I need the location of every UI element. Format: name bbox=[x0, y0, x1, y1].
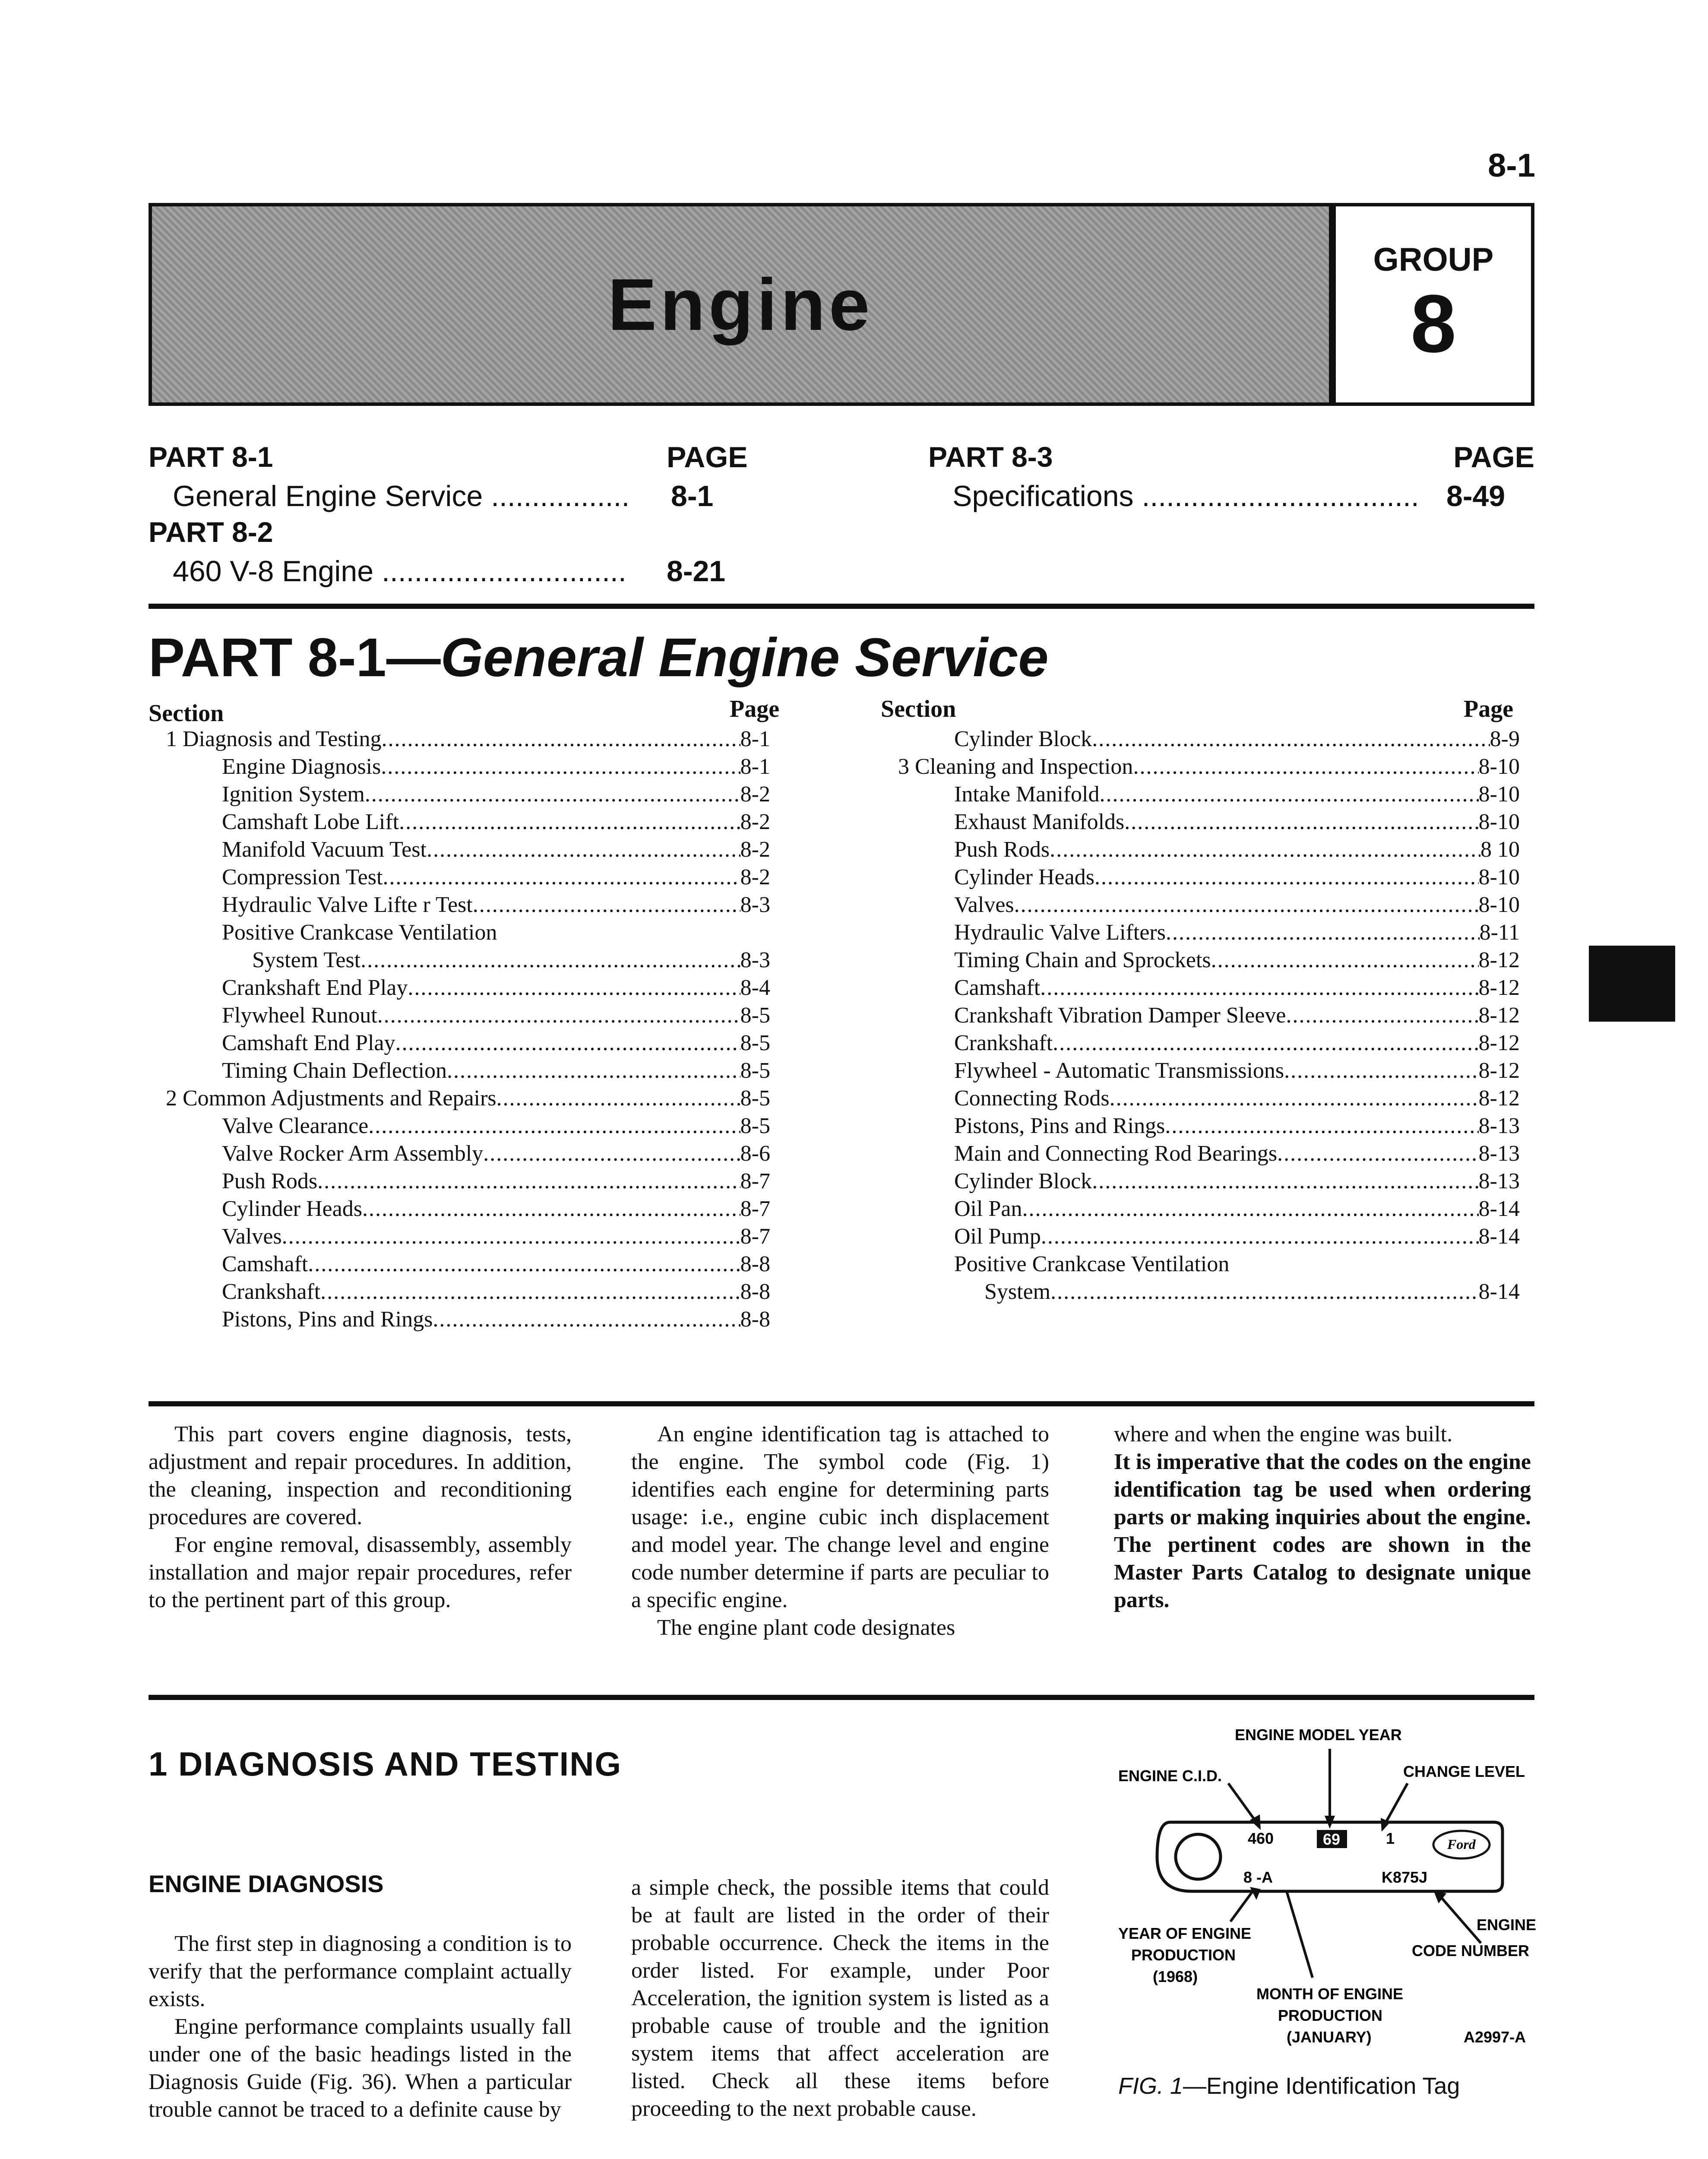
index-leader-dots bbox=[1099, 781, 1478, 808]
index-entry-title: Cylinder Heads bbox=[954, 865, 1094, 890]
index-entry[interactable] bbox=[954, 919, 1520, 947]
index-entry-page: 8-10 bbox=[1478, 782, 1520, 807]
index-entry[interactable] bbox=[954, 808, 1520, 836]
index-entry-title: Cylinder Heads bbox=[222, 1197, 362, 1221]
index-entry-title: System bbox=[984, 1279, 1051, 1304]
index-leader-dots bbox=[383, 864, 740, 891]
toc-entry-general-engine-service[interactable]: General Engine Service ................. bbox=[173, 480, 630, 513]
subsection-heading: ENGINE DIAGNOSIS bbox=[149, 1870, 384, 1897]
index-entry[interactable] bbox=[222, 1250, 770, 1278]
index-leader-dots bbox=[362, 1195, 740, 1223]
index-entry[interactable] bbox=[954, 947, 1520, 974]
index-entry[interactable] bbox=[954, 1250, 1520, 1278]
index-entry-title: Oil Pan bbox=[954, 1197, 1022, 1221]
ford-logo-text: Ford bbox=[1447, 1836, 1476, 1852]
index-leader-dots bbox=[308, 1250, 740, 1278]
index-entry-title: Hydraulic Valve Lifters bbox=[954, 920, 1166, 945]
section1-column-2: a simple check, the possible items that could be at fault are listed in the order of their probable occurrence. Check the items in the order listed. For example, under Poor Acceleration, the ignition system is listed as a probable cause of trouble and the ignition system items that affect acceleration are listed. Check all these items before proceeding to the next probable cause. bbox=[631, 1875, 1049, 2121]
group-number: 8 bbox=[1411, 278, 1456, 370]
index-entry-title: Timing Chain and Sprockets bbox=[954, 948, 1211, 972]
label-engine-model-year: ENGINE MODEL YEAR bbox=[1235, 1726, 1402, 1744]
index-entry-title: Push Rods bbox=[222, 1169, 318, 1193]
index-entry-page: 8-5 bbox=[740, 1058, 770, 1083]
index-leader-dots bbox=[1041, 1223, 1479, 1250]
index-entry[interactable] bbox=[222, 1057, 770, 1085]
index-leader-dots bbox=[395, 1029, 740, 1057]
arrow-year-prod bbox=[1230, 1889, 1254, 1922]
index-leader-dots bbox=[365, 781, 740, 808]
index-entry-page: 8-4 bbox=[740, 975, 770, 1000]
index-leader-dots bbox=[381, 753, 740, 781]
index-entry-title: Crankshaft bbox=[954, 1031, 1053, 1055]
index-entry-page: 8-3 bbox=[740, 893, 770, 917]
index-entry-title: Intake Manifold bbox=[954, 782, 1100, 807]
index-entry-page: 8-13 bbox=[1478, 1169, 1520, 1193]
index-entry-title: Hydraulic Valve Lifte r Test bbox=[222, 893, 473, 917]
divider bbox=[149, 1401, 1534, 1406]
index-entry-title: Engine Diagnosis bbox=[222, 754, 381, 779]
index-entry-page: 8-12 bbox=[1478, 975, 1520, 1000]
index-leader-dots bbox=[1053, 1029, 1479, 1057]
index-entry-title: Flywheel Runout bbox=[222, 1003, 377, 1028]
index-leader-dots bbox=[1050, 836, 1480, 864]
index-leader-dots bbox=[1166, 919, 1480, 947]
label-engine-cid: ENGINE C.I.D. bbox=[1118, 1767, 1222, 1785]
index-leader-dots bbox=[381, 725, 740, 753]
label-change-level: CHANGE LEVEL bbox=[1403, 1763, 1525, 1780]
index-leader-dots bbox=[1277, 1140, 1479, 1168]
figure-caption: FIG. 1—Engine Identification Tag bbox=[1118, 2073, 1460, 2099]
group-label: GROUP bbox=[1373, 241, 1494, 278]
index-entry[interactable] bbox=[954, 836, 1520, 864]
index-leader-dots bbox=[1165, 1112, 1478, 1140]
index-entry-title: Main and Connecting Rod Bearings bbox=[954, 1141, 1278, 1166]
index-entry[interactable] bbox=[222, 808, 770, 836]
index-leader-dots bbox=[1284, 1057, 1479, 1085]
group-box bbox=[1332, 203, 1534, 406]
toc-page-head-right: PAGE bbox=[1453, 441, 1534, 474]
label-month-prod-2: PRODUCTION bbox=[1278, 2007, 1382, 2024]
label-year-prod-3: (1968) bbox=[1153, 1968, 1198, 1985]
index-entry[interactable] bbox=[984, 1278, 1520, 1306]
index-entry-page: 8-10 bbox=[1478, 865, 1520, 890]
index-leader-dots bbox=[1124, 808, 1478, 836]
index-entry[interactable] bbox=[222, 864, 770, 891]
index-entry[interactable] bbox=[954, 1057, 1520, 1085]
index-entry-page: 8-9 bbox=[1490, 727, 1520, 751]
index-leader-dots bbox=[320, 1278, 740, 1306]
index-entry[interactable] bbox=[222, 1002, 770, 1029]
index-entry-title: Connecting Rods bbox=[954, 1086, 1110, 1111]
index-entry[interactable] bbox=[954, 864, 1520, 891]
index-entry-title: Valves bbox=[222, 1224, 282, 1249]
index-entry-title: Camshaft Lobe Lift bbox=[222, 810, 399, 834]
index-entry-title: Valve Clearance bbox=[222, 1114, 369, 1138]
index-entry-page: 8-2 bbox=[740, 837, 770, 862]
index-leader-dots bbox=[447, 1057, 740, 1085]
toc-page-8-1: 8-1 bbox=[671, 480, 714, 513]
index-entry-page: 8-10 bbox=[1478, 893, 1520, 917]
index-entry[interactable] bbox=[222, 836, 770, 864]
index-entry-title: Oil Pump bbox=[954, 1224, 1041, 1249]
label-month-prod-3: (JANUARY) bbox=[1287, 2028, 1372, 2046]
index-entry-page: 8-7 bbox=[740, 1224, 770, 1249]
index-section-head-left: Section bbox=[149, 700, 224, 727]
index-entry-title: Positive Crankcase Ventilation bbox=[954, 1252, 1230, 1276]
index-leader-dots bbox=[282, 1223, 740, 1250]
index-entry[interactable] bbox=[954, 891, 1520, 919]
index-entry[interactable] bbox=[222, 1278, 770, 1306]
index-entry-page: 8-12 bbox=[1478, 1086, 1520, 1111]
index-entry-page: 8-11 bbox=[1479, 920, 1520, 945]
index-entry-page: 8-8 bbox=[740, 1252, 770, 1276]
tag-cid: 460 bbox=[1248, 1830, 1274, 1847]
index-entry-page: 8-7 bbox=[740, 1197, 770, 1221]
arrow-engine-code bbox=[1438, 1893, 1481, 1943]
index-page-head-right: Page bbox=[1464, 696, 1514, 722]
index-entry[interactable] bbox=[954, 1002, 1520, 1029]
index-entry-title: Crankshaft End Play bbox=[222, 975, 408, 1000]
index-leader-dots bbox=[497, 1085, 740, 1112]
index-entry[interactable] bbox=[166, 1085, 770, 1112]
index-entry[interactable] bbox=[222, 1029, 770, 1057]
label-month-prod-1: MONTH OF ENGINE bbox=[1256, 1985, 1403, 2003]
label-year-prod-1: YEAR OF ENGINE bbox=[1118, 1925, 1252, 1942]
index-entry[interactable] bbox=[222, 919, 770, 947]
arrow-month-prod bbox=[1287, 1891, 1313, 1978]
divider bbox=[149, 604, 1534, 609]
index-entry[interactable] bbox=[954, 1029, 1520, 1057]
banner-title: Engine bbox=[607, 264, 873, 346]
toc-page-head: PAGE bbox=[667, 441, 748, 474]
index-entry-page: 8-2 bbox=[740, 782, 770, 807]
index-entry-title: 2 Common Adjustments and Repairs bbox=[166, 1086, 497, 1111]
index-leader-dots bbox=[361, 947, 740, 974]
tag-change-level: 1 bbox=[1386, 1830, 1395, 1847]
section-edge-tab bbox=[1589, 946, 1675, 1022]
label-engine-code-1: ENGINE bbox=[1477, 1916, 1537, 1934]
index-entry-page: 8-7 bbox=[740, 1169, 770, 1193]
index-entry-page: 8-12 bbox=[1478, 1031, 1520, 1055]
index-leader-dots bbox=[1092, 725, 1490, 753]
index-leader-dots bbox=[1110, 1085, 1479, 1112]
index-leader-dots bbox=[1133, 753, 1478, 781]
tag-model-year: 69 bbox=[1323, 1830, 1341, 1848]
toc-part-8-3: PART 8-3 bbox=[928, 441, 1053, 473]
index-entry[interactable] bbox=[954, 1168, 1520, 1195]
index-entry-page: 8-13 bbox=[1478, 1141, 1520, 1166]
page-number: 8-1 bbox=[1488, 147, 1535, 184]
index-section-head-right: Section bbox=[881, 696, 956, 722]
index-entry-title: Cylinder Block bbox=[954, 1169, 1092, 1193]
toc-left bbox=[149, 440, 753, 591]
engine-id-tag-figure bbox=[1105, 1719, 1546, 2073]
index-entry[interactable] bbox=[954, 1223, 1520, 1250]
index-leader-dots bbox=[1211, 947, 1479, 974]
index-entry[interactable] bbox=[166, 725, 770, 753]
index-entry[interactable] bbox=[222, 1168, 770, 1195]
index-entry-page: 8-10 bbox=[1478, 754, 1520, 779]
index-entry-page: 8-12 bbox=[1478, 1003, 1520, 1028]
index-entry-title: Valve Rocker Arm Assembly bbox=[222, 1141, 484, 1166]
index-entry-page: 8-3 bbox=[740, 948, 770, 972]
index-entry-title: Camshaft bbox=[222, 1252, 308, 1276]
index-entry-page: 8-12 bbox=[1478, 1058, 1520, 1083]
section-banner bbox=[149, 203, 1332, 406]
toc-entry-specifications[interactable]: Specifications .................................. bbox=[952, 480, 1419, 513]
index-entry[interactable] bbox=[222, 1306, 770, 1333]
index-entry-title: Timing Chain Deflection bbox=[222, 1058, 447, 1083]
index-entry-page: 8-12 bbox=[1478, 948, 1520, 972]
index-entry-page: 8-14 bbox=[1478, 1224, 1520, 1249]
index-entry-page: 8 10 bbox=[1480, 837, 1520, 862]
index-leader-dots bbox=[1040, 974, 1478, 1002]
intro-column-1: This part covers engine diagnosis, tests, adjustment and repair procedures. In addition, the cleaning, inspection and reconditioning procedures are covered. For engine removal, disassembly, assembly installation and major repair procedures, refer to the pertinent part of this group. bbox=[149, 1422, 572, 1612]
divider bbox=[149, 1695, 1534, 1700]
index-entry[interactable] bbox=[954, 781, 1520, 808]
index-entry[interactable] bbox=[222, 781, 770, 808]
arrow-change-level bbox=[1386, 1783, 1408, 1822]
index-entry-title: Pistons, Pins and Rings bbox=[222, 1307, 433, 1332]
index-entry-title: Camshaft End Play bbox=[222, 1031, 395, 1055]
index-entry-title: Push Rods bbox=[954, 837, 1050, 862]
index-leader-dots bbox=[1022, 1195, 1478, 1223]
index-leader-dots bbox=[1094, 864, 1479, 891]
tag-month-code: 8 -A bbox=[1243, 1868, 1273, 1886]
toc-page-8-49: 8-49 bbox=[1446, 480, 1506, 513]
index-leader-dots bbox=[368, 1112, 740, 1140]
index-entry-page: 8-5 bbox=[740, 1031, 770, 1055]
index-entry-title: Positive Crankcase Ventilation bbox=[222, 920, 497, 945]
index-entry-title: 1 Diagnosis and Testing bbox=[166, 727, 382, 751]
index-entry-page: 8-14 bbox=[1478, 1279, 1520, 1304]
index-leader-dots bbox=[483, 1140, 740, 1168]
index-entry-page: 8-1 bbox=[740, 727, 770, 751]
index-entry-page: 8-8 bbox=[740, 1279, 770, 1304]
toc-page-8-21: 8-21 bbox=[667, 555, 726, 588]
index-entry[interactable] bbox=[222, 974, 770, 1002]
index-entry-title: Crankshaft bbox=[222, 1279, 321, 1304]
index-entry-page: 8-10 bbox=[1478, 810, 1520, 834]
index-entry-title: Ignition System bbox=[222, 782, 365, 807]
index-entry[interactable] bbox=[222, 891, 770, 919]
index-leader-dots bbox=[473, 891, 740, 919]
index-entry-title: Camshaft bbox=[954, 975, 1041, 1000]
index-entry-title: Crankshaft Vibration Damper Sleeve bbox=[954, 1003, 1286, 1028]
index-entry-page: 8-2 bbox=[740, 810, 770, 834]
toc-entry-460-v8-engine[interactable]: 460 V-8 Engine .............................. bbox=[173, 555, 626, 588]
index-entry[interactable] bbox=[898, 753, 1520, 781]
index-leader-dots bbox=[1286, 1002, 1478, 1029]
index-entry[interactable] bbox=[222, 1112, 770, 1140]
tag-hole bbox=[1176, 1834, 1221, 1879]
tag-engine-code: K875J bbox=[1382, 1868, 1428, 1886]
index-leader-dots bbox=[1014, 891, 1479, 919]
index-entry-page: 8-14 bbox=[1478, 1197, 1520, 1221]
index-entry-title: Valves bbox=[954, 893, 1014, 917]
index-entry[interactable] bbox=[954, 1085, 1520, 1112]
part-title: PART 8-1—General Engine Service bbox=[149, 627, 1049, 688]
index-entry[interactable] bbox=[954, 1112, 1520, 1140]
index-leader-dots bbox=[427, 836, 740, 864]
index-leader-dots bbox=[317, 1168, 740, 1195]
index-entry-title: Cylinder Block bbox=[954, 727, 1092, 751]
index-leader-dots bbox=[1092, 1168, 1478, 1195]
index-entry-title: Exhaust Manifolds bbox=[954, 810, 1125, 834]
toc-right bbox=[928, 440, 1534, 516]
index-leader-dots bbox=[408, 974, 740, 1002]
index-entry-title: Flywheel - Automatic Transmissions bbox=[954, 1058, 1284, 1083]
section-heading: 1 DIAGNOSIS AND TESTING bbox=[149, 1745, 622, 1783]
index-entry[interactable] bbox=[222, 1223, 770, 1250]
index-entry[interactable] bbox=[954, 974, 1520, 1002]
index-entry-title: 3 Cleaning and Inspection bbox=[898, 754, 1133, 779]
index-entry-page: 8-5 bbox=[740, 1114, 770, 1138]
index-entry[interactable] bbox=[222, 1140, 770, 1168]
toc-part-8-1: PART 8-1 bbox=[149, 441, 273, 473]
section1-column-1: The first step in diagnosing a condition is to verify that the performance complaint actually exists. Engine performance complaints usually fall under one of the basic headings listed in the Diagnosis Guide (Fig. 36). When a particular trouble cannot be traced to a definite cause by bbox=[149, 1931, 572, 2122]
index-entry[interactable] bbox=[954, 725, 1520, 753]
index-leader-dots bbox=[1050, 1278, 1479, 1306]
index-entry-title: Pistons, Pins and Rings bbox=[954, 1114, 1165, 1138]
index-entry-page: 8-2 bbox=[740, 865, 770, 890]
index-entry[interactable] bbox=[954, 1195, 1520, 1223]
index-leader-dots bbox=[433, 1306, 740, 1333]
index-entry-page: 8-6 bbox=[740, 1141, 770, 1166]
index-entry[interactable] bbox=[222, 1195, 770, 1223]
label-year-prod-2: PRODUCTION bbox=[1131, 1946, 1236, 1964]
index-entry-page: 8-8 bbox=[740, 1307, 770, 1332]
index-entry-page: 8-13 bbox=[1478, 1114, 1520, 1138]
index-leader-dots bbox=[377, 1002, 740, 1029]
index-entry-title: Compression Test bbox=[222, 865, 383, 890]
intro-column-2: An engine identification tag is attached to the engine. The symbol code (Fig. 1) identifies each engine for determining parts usage: i.e., engine cubic inch displacement and model year. The change level and engine code number determine if parts are peculiar to a specific engine. The engine plant code designates bbox=[631, 1422, 1049, 1640]
index-entry[interactable] bbox=[222, 753, 770, 781]
index-page-head-left: Page bbox=[730, 696, 780, 722]
index-entry-page: 8-5 bbox=[740, 1086, 770, 1111]
figure-ref: A2997-A bbox=[1464, 2028, 1526, 2046]
label-engine-code-2: CODE NUMBER bbox=[1412, 1942, 1530, 1960]
index-entry[interactable] bbox=[954, 1140, 1520, 1168]
index-entry[interactable] bbox=[252, 947, 770, 974]
toc-part-8-2: PART 8-2 bbox=[149, 516, 273, 548]
intro-column-3: where and when the engine was built. It is imperative that the codes on the engine identification tag be used when ordering parts or making inquiries about the engine. The pertinent codes are shown in the Master Parts Catalog to designate unique parts. bbox=[1114, 1422, 1531, 1612]
index-entry-page: 8-1 bbox=[740, 754, 770, 779]
index-entry-title: System Test bbox=[252, 948, 361, 972]
index-entry-page: 8-5 bbox=[740, 1003, 770, 1028]
index-leader-dots bbox=[399, 808, 740, 836]
arrow-cid bbox=[1228, 1783, 1256, 1822]
index-entry-title: Manifold Vacuum Test bbox=[222, 837, 427, 862]
